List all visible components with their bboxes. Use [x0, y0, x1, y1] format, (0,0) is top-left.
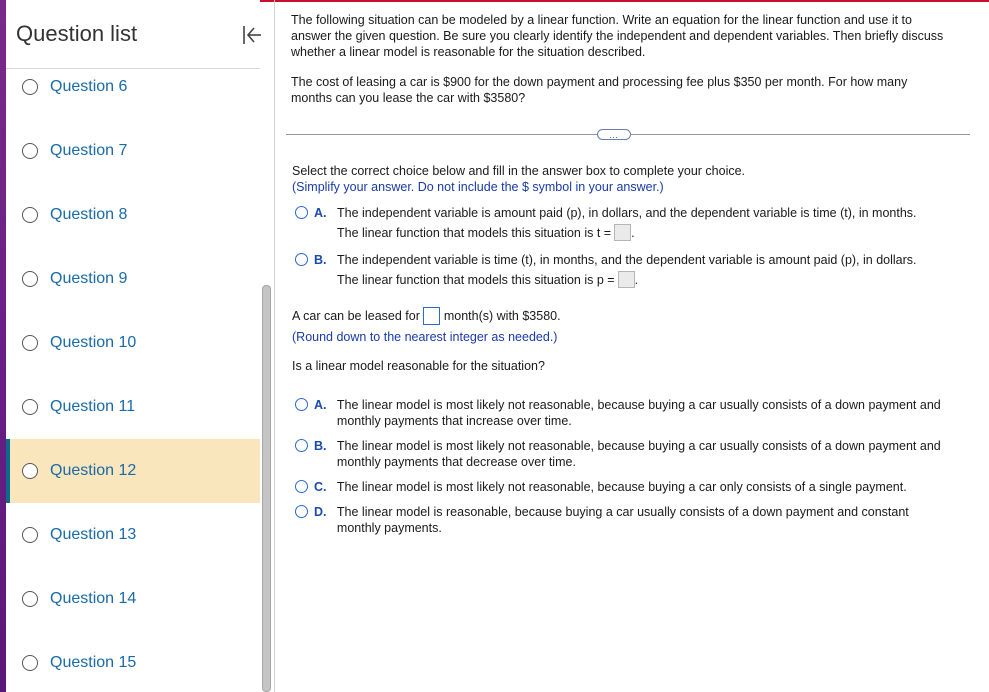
choice-letter: A. — [314, 206, 327, 220]
select-hint: (Simplify your answer. Do not include the $ symbol in your answer.) — [292, 180, 664, 194]
question-label: Question 12 — [50, 462, 137, 479]
question-item-14[interactable] — [6, 567, 260, 631]
choice-text: The linear model is most likely not reasonable, because buying a car only consists of a single payment. — [336, 480, 907, 494]
choice-1-a[interactable]: A. The independent variable is amount paid (p), in dollars, and the dependent variable is time (t), in months. The linear function that models this situation is t = . — [295, 205, 917, 241]
choice-text: The independent variable is time (t), in months, and the dependent variable is amount paid (p), in dollars. — [337, 253, 917, 267]
radio-circle-icon — [295, 206, 308, 219]
choice-text: The independent variable is amount paid (p), in dollars, and the dependent variable is time (t), in months. — [337, 206, 917, 220]
panel-divider — [274, 0, 275, 692]
question-label: Question 8 — [50, 206, 128, 223]
choice-letter: B. — [314, 439, 327, 453]
collapse-left-icon[interactable] — [240, 23, 264, 47]
question-item-7[interactable] — [6, 119, 260, 183]
question-label: Question 9 — [50, 270, 128, 287]
question-list-sidebar — [6, 0, 260, 692]
radio-circle-icon — [22, 399, 38, 415]
radio-circle-icon — [22, 143, 38, 159]
answer-box-t[interactable] — [614, 224, 631, 241]
radio-circle-icon — [295, 480, 308, 493]
question-item-12[interactable] — [6, 439, 260, 503]
question-label: Question 10 — [50, 334, 137, 351]
round-note: (Round down to the nearest integer as needed.) — [292, 330, 558, 344]
select-prompt: Select the correct choice below and fill in the answer box to complete your choice. — [292, 164, 746, 178]
choice-2-c[interactable] — [295, 479, 945, 495]
question-item-11[interactable] — [6, 375, 260, 439]
choice-letter: B. — [314, 253, 327, 267]
radio-circle-icon — [22, 591, 38, 607]
lease-prefix: A car can be leased for — [292, 309, 420, 323]
choice-function-label: The linear function that models this situation is p = — [337, 272, 615, 287]
choice-1-b[interactable]: B. The independent variable is time (t), in months, and the dependent variable is amount paid (p), in dollars. The linear function that models this situation is p = . — [295, 252, 917, 288]
problem-text: The cost of leasing a car is $900 for the down payment and processing fee plus $350 per month. For how many months can you lease the car with $3580? — [291, 75, 908, 105]
choice-text: The linear model is most likely not reasonable, because buying a car usually consists of a down payment and monthly payments that decrease over time. — [336, 439, 941, 469]
choice-letter: A. — [314, 398, 327, 412]
choice-function-label: The linear function that models this situation is t = — [337, 225, 612, 240]
question-label: Question 6 — [50, 78, 128, 95]
radio-circle-icon — [22, 527, 38, 543]
instructions-text: The following situation can be modeled by a linear function. Write an equation for the linear function and use it to answer the given question. Be sure you clearly identify the independent and dependent variables. Then briefly discuss whether a linear model is reasonable for the situation described. — [291, 13, 944, 59]
radio-circle-icon — [22, 207, 38, 223]
radio-circle-icon — [22, 271, 38, 287]
radio-circle-icon — [22, 79, 38, 95]
lease-suffix: month(s) with $3580. — [443, 309, 561, 323]
choice-2-a[interactable] — [295, 397, 945, 429]
choice-letter: C. — [314, 480, 327, 494]
choice-2-d[interactable] — [295, 504, 945, 536]
question-label: Question 15 — [50, 654, 137, 671]
sidebar-scrollbar[interactable] — [262, 285, 271, 692]
radio-circle-icon — [295, 253, 308, 266]
radio-circle-icon — [295, 505, 308, 518]
question-label: Question 11 — [50, 398, 136, 415]
question-label: Question 14 — [50, 590, 137, 607]
expand-more-button[interactable]: … — [597, 129, 631, 140]
question-item-6[interactable] — [6, 55, 260, 119]
question-item-9[interactable] — [6, 247, 260, 311]
question-label: Question 13 — [50, 526, 137, 543]
radio-circle-icon — [22, 335, 38, 351]
sidebar-title: Question list — [16, 21, 138, 46]
question-item-10[interactable] — [6, 311, 260, 375]
question-item-8[interactable] — [6, 183, 260, 247]
radio-circle-icon — [295, 439, 308, 452]
lease-answer-line — [292, 307, 561, 325]
answer-box-p[interactable] — [618, 271, 635, 288]
radio-circle-icon — [22, 655, 38, 671]
choice-letter: D. — [314, 505, 327, 519]
choice-text: The linear model is reasonable, because buying a car usually consists of a down payment and constant monthly payments. — [336, 505, 909, 535]
radio-circle-icon — [295, 398, 308, 411]
question-item-15[interactable] — [6, 631, 260, 692]
question-2-text: Is a linear model reasonable for the situation? — [292, 359, 545, 373]
question-item-13[interactable] — [6, 503, 260, 567]
choice-2-b[interactable] — [295, 438, 945, 470]
sidebar-header-divider — [6, 68, 260, 69]
radio-circle-icon — [22, 463, 38, 479]
question-label: Question 7 — [50, 142, 128, 159]
months-answer-input[interactable] — [423, 307, 440, 325]
choice-text: The linear model is most likely not reasonable, because buying a car usually consists of a down payment and monthly payments that increase over time. — [336, 398, 941, 428]
